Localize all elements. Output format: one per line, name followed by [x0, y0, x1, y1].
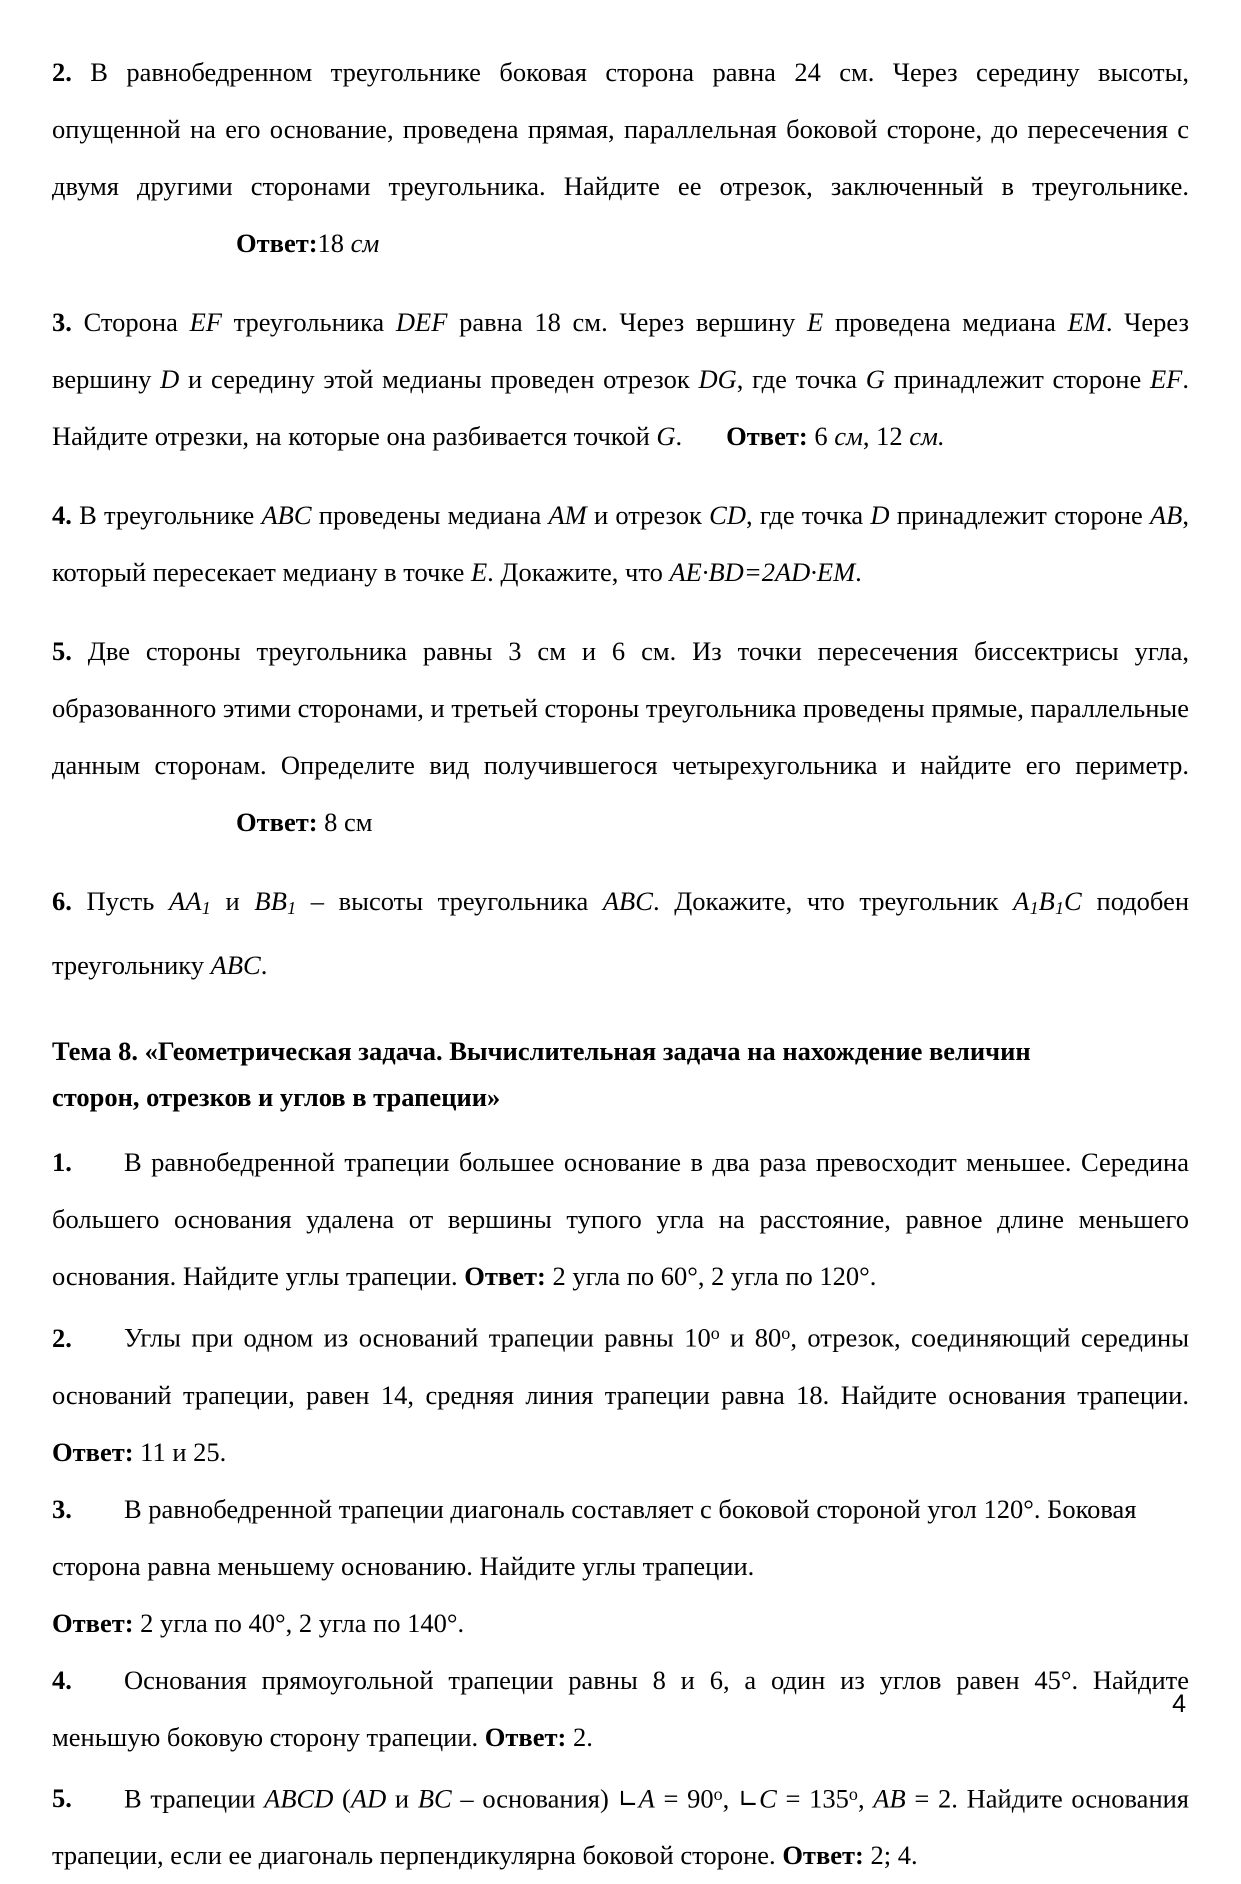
trapezoid-problem-5-seg5: = 90 — [654, 1783, 714, 1814]
math-label-ef-2: EF — [1150, 364, 1183, 394]
problem-4-seg2: проведены медиана — [311, 500, 549, 530]
math-label-abc: ABC — [261, 500, 312, 530]
trapezoid-problem-1-answer-label: Ответ: — [464, 1260, 546, 1291]
trapezoid-problem-5-seg8: , — [857, 1783, 874, 1814]
problem-2 — [52, 44, 1189, 272]
trapezoid-problem-2-answer-value: 11 и 25. — [133, 1436, 227, 1467]
problem-4-seg3: и отрезок — [586, 500, 710, 530]
math-label-bc: BC — [417, 1783, 452, 1814]
trapezoid-problem-3-number: 3. — [52, 1493, 72, 1524]
problem-4-seg8: . — [855, 557, 862, 587]
page-number: 4 — [1172, 1690, 1186, 1718]
degree-symbol-2: o — [781, 1322, 791, 1343]
problem-4-seg6: , который пересекает медиану в точке — [52, 500, 1189, 587]
problem-2-text: В равнобедренном треугольнике боковая сторона равна 24 см. Через середину высоты, опущенной на его основание, проведена прямая, параллельная боковой стороне, до пересечения с двумя другими сторонами треугольника. Найдите ее отрезок, заключенный в треугольнике. — [52, 57, 1190, 201]
trapezoid-problem-3 — [52, 1481, 1189, 1595]
problem-6-seg6: . — [260, 949, 268, 980]
math-label-abcd: ABCD — [264, 1783, 334, 1814]
trapezoid-problem-5-seg6: , — [722, 1783, 739, 1814]
problem-6-seg4: . Докажите, что треугольник — [652, 886, 1014, 916]
math-label-aa1: AA — [169, 886, 202, 916]
text-column — [52, 44, 1189, 1884]
math-label-g: G — [865, 364, 885, 394]
trapezoid-problem-5-seg7: = 135 — [776, 1783, 849, 1814]
problem-3-unit-a: см — [834, 421, 863, 451]
trapezoid-problem-5-seg2: ( — [333, 1783, 351, 1814]
math-label-c: C — [759, 1783, 777, 1814]
problem-4-number: 4. — [52, 500, 72, 530]
trapezoid-problem-5-seg4: – основания) — [451, 1783, 618, 1814]
problem-5-text: Две стороны треугольника равны 3 см и 6 см. Из точки пересечения биссектрисы угла, образованного этими сторонами, и третьей стороны треугольника проведены прямые, параллельные данным сторонам. Определите вид получившегося четырехугольника и найдите его периметр. — [52, 636, 1189, 780]
math-label-ab: AB — [1150, 500, 1183, 530]
problem-4-seg7: . Докажите, что — [487, 557, 670, 587]
spacer — [52, 1120, 1189, 1134]
trapezoid-problem-5-seg1: В трапеции — [124, 1783, 265, 1814]
problem-4-seg5: принадлежит стороне — [889, 500, 1150, 530]
problem-2-answer-label: Ответ: — [236, 228, 318, 258]
trapezoid-problem-5-seg9: = 2. Найдите основания трапеции, если ее диагональ перпендикулярна боковой стороне. — [52, 1783, 1189, 1871]
angle-icon: ∟ — [617, 1784, 639, 1814]
math-sub-a1: 1 — [1029, 897, 1039, 918]
trapezoid-problem-2-seg2: и 80 — [719, 1322, 782, 1353]
degree-symbol-2: o — [848, 1783, 858, 1804]
trapezoid-problem-2-seg1: Углы при одном из оснований трапеции равны 10 — [124, 1322, 711, 1353]
math-label-bb1: BB — [254, 886, 288, 916]
problem-6-seg3: – высоты треугольника — [296, 886, 603, 916]
problem-3-seg10: . — [675, 421, 683, 451]
spacer — [52, 994, 1189, 1028]
problem-6-seg5: подобен треугольнику — [52, 886, 1190, 980]
problem-3-answer-sep: , — [862, 421, 877, 451]
trapezoid-problem-1-number: 1. — [52, 1146, 72, 1177]
problem-3-seg6: и середину этой медианы проведен отрезок — [179, 364, 699, 394]
math-expression-proof: AE·BD=2AD·EM — [669, 557, 856, 587]
problem-3-seg8: принадлежит стороне — [884, 364, 1150, 394]
problem-6-seg2: и — [210, 886, 255, 916]
problem-3-seg4: проведена медиана — [823, 307, 1068, 337]
math-label-e: E — [807, 307, 824, 337]
trapezoid-problem-4-answer-value: 2. — [566, 1721, 593, 1752]
problem-4-seg1: В треугольнике — [79, 500, 262, 530]
trapezoid-problem-2-seg3: , отрезок, соединяющий середины оснований трапеции, равен 14, средняя линия трапеции равна 18. Найдите основания трапеции. — [52, 1322, 1189, 1410]
problem-3-seg2: треугольника — [221, 307, 396, 337]
trapezoid-problem-5 — [52, 1766, 1189, 1884]
problem-5 — [52, 623, 1189, 851]
problem-3-seg9: . Найдите отрезки, на которые она разбивается точкой — [52, 364, 1189, 451]
math-label-def: DEF — [395, 307, 448, 337]
problem-4 — [52, 487, 1189, 601]
math-label-d: D — [160, 364, 180, 394]
trapezoid-problem-5-answer-label: Ответ: — [782, 1840, 864, 1871]
trapezoid-problem-1-answer-value: 2 угла по 60°, 2 угла по 120°. — [545, 1260, 877, 1291]
math-label-c: C — [1063, 886, 1082, 916]
math-label-abc-2: ABC — [210, 949, 261, 980]
problem-5-answer-label: Ответ: — [236, 807, 318, 837]
math-label-cd: CD — [709, 500, 746, 530]
math-label-a: A — [638, 1783, 655, 1814]
problem-2-number: 2. — [52, 57, 72, 87]
math-label-am: AM — [548, 500, 587, 530]
problem-6 — [52, 873, 1189, 994]
math-label-d: D — [870, 500, 890, 530]
problem-3-answer-label: Ответ: — [726, 421, 808, 451]
problem-3-answer-b: 12 — [876, 421, 910, 451]
math-label-ef: EF — [189, 307, 222, 337]
problem-3-seg3: равна 18 см. Через вершину — [447, 307, 808, 337]
math-label-b1: B — [1038, 886, 1055, 916]
spacer — [52, 465, 1189, 487]
problem-3-answer-a: 6 — [814, 421, 835, 451]
math-sub-b1: 1 — [1054, 897, 1064, 918]
problem-2-answer-unit: см — [350, 228, 380, 258]
trapezoid-problem-4-text: Основания прямоугольной трапеции равны 8 и 6, а один из углов равен 45°. Найдите меньшую боковую сторону трапеции. — [52, 1664, 1189, 1752]
trapezoid-problem-3-text: В равнобедренной трапеции диагональ составляет с боковой стороной угол 120°. Боковая сторона равна меньшему основанию. Найдите углы трапеции. — [52, 1493, 1137, 1581]
math-label-dg: DG — [698, 364, 737, 394]
problem-3 — [52, 294, 1189, 465]
math-label-em: EM — [1067, 307, 1106, 337]
spacer — [52, 851, 1189, 873]
trapezoid-problem-4-answer-label: Ответ: — [484, 1721, 567, 1752]
trapezoid-problem-1-text: В равнобедренной трапеции большее основание в два раза превосходит меньшее. Середина большего основания удалена от вершины тупого угла на расстояние, равное длине меньшего основания. Найдите углы трапеции. — [52, 1146, 1189, 1291]
math-sub-1b: 1 — [287, 897, 297, 918]
math-label-abc: ABC — [602, 886, 653, 916]
problem-6-seg1: Пусть — [86, 886, 170, 916]
trapezoid-problem-3-answer-value: 2 угла по 40°, 2 угла по 140°. — [133, 1607, 465, 1638]
problem-6-number: 6. — [52, 886, 72, 916]
problem-3-number: 3. — [52, 307, 72, 337]
trapezoid-problem-5-answer-value: 2; 4. — [863, 1840, 918, 1871]
math-label-ad: AD — [350, 1783, 387, 1814]
section-heading-line-1: Тема 8. «Геометрическая задача. Вычислительная задача на нахождение величин — [52, 1035, 1031, 1066]
trapezoid-problem-2-number: 2. — [52, 1322, 72, 1353]
trapezoid-problem-2 — [52, 1305, 1189, 1481]
trapezoid-problem-1 — [52, 1134, 1189, 1305]
spacer — [52, 601, 1189, 623]
degree-symbol-1: o — [710, 1322, 720, 1343]
trapezoid-problem-3-answer-label: Ответ: — [52, 1607, 134, 1638]
trapezoid-problem-3-answer — [52, 1595, 1189, 1652]
math-label-ab: AB — [873, 1783, 906, 1814]
problem-5-answer-value: 8 см — [324, 807, 373, 837]
trapezoid-problem-5-seg3: и — [386, 1783, 418, 1814]
angle-icon-2: ∟ — [738, 1784, 760, 1814]
problem-3-seg7: , где точка — [736, 364, 866, 394]
math-label-g-2: G — [656, 421, 676, 451]
section-heading-line-2: сторон, отрезков и углов в трапеции» — [52, 1081, 501, 1112]
degree-symbol-1: o — [713, 1783, 723, 1804]
trapezoid-problem-2-answer-label: Ответ: — [52, 1436, 134, 1467]
section-heading — [52, 1028, 1189, 1120]
problem-3-seg5: . Через вершину — [52, 307, 1189, 394]
math-sub-1: 1 — [201, 897, 211, 918]
math-label-a1: A — [1013, 886, 1030, 916]
problem-4-seg4: , где точка — [745, 500, 871, 530]
problem-3-unit-b: см. — [909, 421, 945, 451]
math-label-e: E — [470, 557, 488, 587]
problem-3-seg1: Сторона — [83, 307, 190, 337]
trapezoid-problem-4 — [52, 1652, 1189, 1766]
trapezoid-problem-5-number: 5. — [52, 1783, 72, 1814]
trapezoid-problem-4-number: 4. — [52, 1664, 72, 1695]
spacer — [52, 272, 1189, 294]
problem-5-number: 5. — [52, 636, 72, 666]
problem-2-answer-value: 18 — [317, 228, 351, 258]
